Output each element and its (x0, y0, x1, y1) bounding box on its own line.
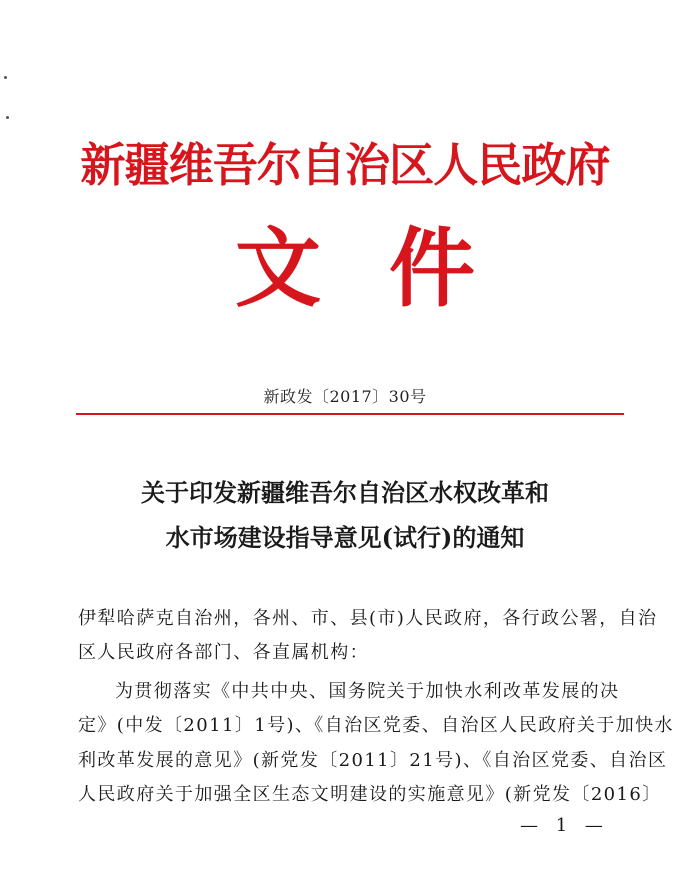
page-number: — 1 — (520, 815, 609, 836)
document-title-line-1: 关于印发新疆维吾尔自治区水权改革和 (141, 478, 549, 507)
body-text-line: 利改革发展的意见》(新党发〔2011〕21号)、《自治区党委、自治区 (78, 750, 668, 771)
body-text-line: 伊犁哈萨克自治州，各州、市、县(市)人民政府，各行政公署，自治 (78, 608, 658, 629)
scan-speck (4, 76, 7, 79)
red-separator-line (76, 413, 624, 415)
body-text-line: 为贯彻落实《中共中央、国务院关于加快水利改革发展的决 (115, 681, 620, 702)
body-text-line: 人民政府关于加强全区生态文明建设的实施意见》(新党发〔2016〕 (78, 784, 662, 805)
scan-speck (6, 116, 9, 119)
doc-type-heading (235, 218, 475, 319)
document-title-line-2: 水市场建设指导意见(试行)的通知 (165, 523, 525, 552)
issuer-title: 新疆维吾尔自治区人民政府 (80, 138, 610, 192)
body-text-line: 定》(中发〔2011〕1号)、《自治区党委、自治区人民政府关于加快水 (78, 715, 674, 736)
document-number: 新政发〔2017〕30号 (263, 387, 427, 406)
doc-type-char: 件 (389, 218, 475, 319)
body-text-line: 区人民政府各部门、各直属机构： (78, 642, 369, 663)
doc-type-char: 文 (235, 218, 321, 319)
